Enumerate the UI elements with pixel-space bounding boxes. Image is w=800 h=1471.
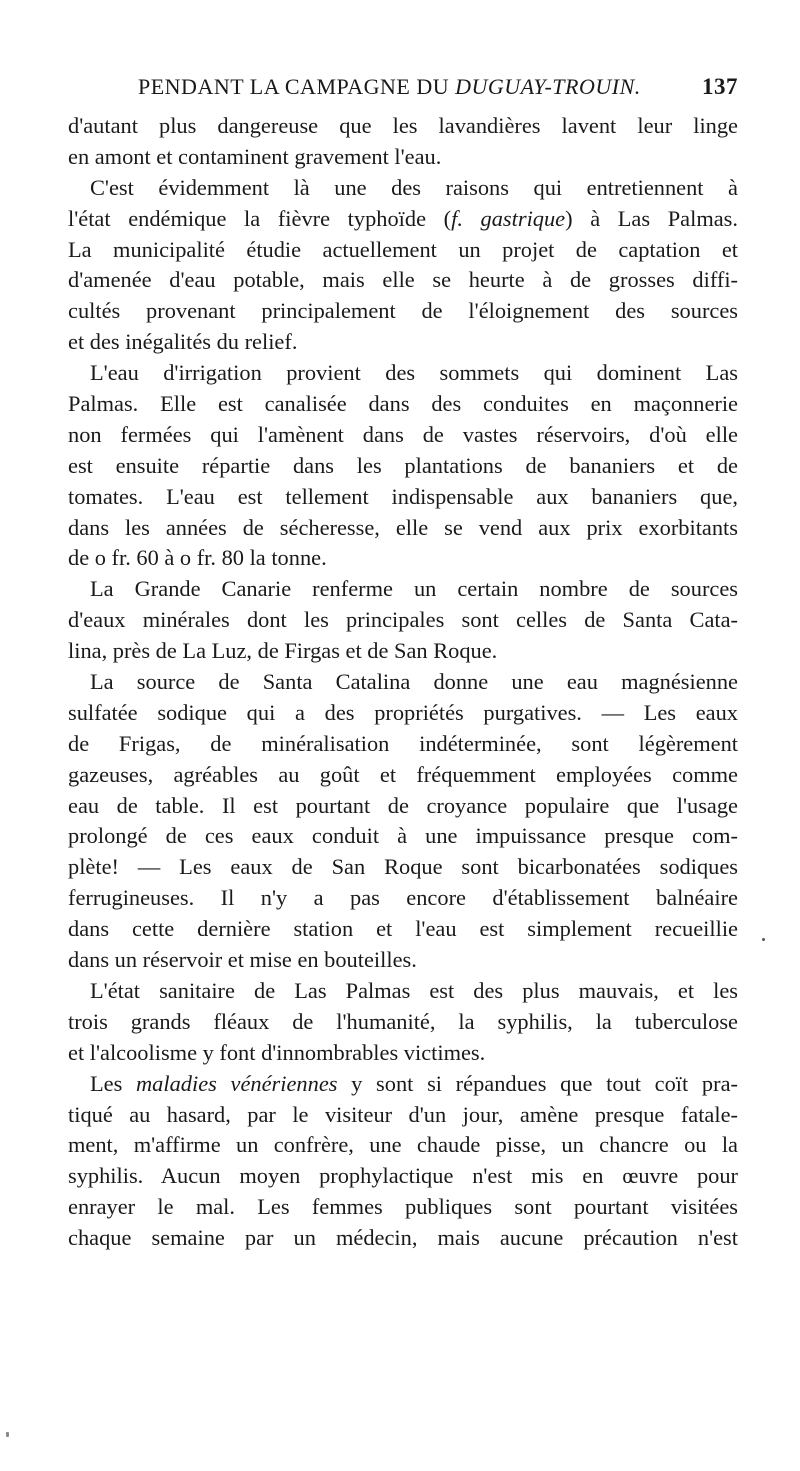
text-line: gazeuses, agréables au goût et fréquemment employées comme (68, 761, 738, 787)
text-line: d'eaux minérales dont les principales sont celles de Santa Cata- (68, 607, 738, 633)
text-line: sulfatée sodique qui a des propriétés purgatives. — Les eaux (68, 699, 738, 725)
running-title (138, 74, 641, 100)
text-line: cultés provenant principalement de l'éloignement des sources (68, 298, 738, 324)
text-line: dans les années de sécheresse, elle se vend aux prix exorbitants (68, 514, 738, 540)
running-title-ship-name: DUGUAY-TROUIN. (455, 74, 641, 99)
text-line: tiqué au hasard, par le visiteur d'un jour, amène presque fatale- (68, 1101, 738, 1127)
text-line: syphilis. Aucun moyen prophylactique n'est mis en œuvre pour (68, 1163, 738, 1189)
text-line: L'eau d'irrigation provient des sommets qui dominent Las (90, 360, 738, 386)
text-line: d'autant plus dangereuse que les lavandières lavent leur linge (68, 113, 738, 138)
italic-phrase: f. gastrique (451, 205, 566, 231)
text-line: prolongé de ces eaux conduit à une impuissance presque com- (68, 823, 738, 849)
text-line: et des inégalités du relief. (68, 329, 298, 355)
text-line: enrayer le mal. Les femmes publiques sont pourtant visitées (68, 1194, 738, 1220)
text-line: La source de Santa Catalina donne une eau magnésienne (90, 669, 738, 695)
text-line: plète! — Les eaux de San Roque sont bicarbonatées sodiques (68, 854, 738, 880)
text-line: tomates. L'eau est tellement indispensable aux bananiers que, (68, 483, 738, 509)
text-line: La municipalité étudie actuellement un projet de captation et (68, 236, 738, 262)
body-text (68, 111, 738, 1254)
text-line: l'état endémique la fièvre typhoïde (f. gastrique) à Las Palmas. (68, 205, 738, 231)
text-line: ferrugineuses. Il n'y a pas encore d'établissement balnéaire (68, 885, 738, 911)
running-title-text: PENDANT LA CAMPAGNE DU (138, 74, 456, 99)
text-line: Palmas. Elle est canalisée dans des conduites en maçonnerie (68, 391, 738, 417)
text-line: ment, m'affirme un confrère, une chaude pisse, un chancre ou la (68, 1132, 738, 1158)
text-line: de o fr. 60 à o fr. 80 la tonne. (68, 545, 327, 571)
italic-phrase: maladies vénériennes (136, 1070, 338, 1096)
text-line: C'est évidemment là une des raisons qui entretiennent à (90, 174, 738, 200)
text-line: en amont et contaminent gravement l'eau. (68, 143, 442, 169)
text-line: eau de table. Il est pourtant de croyance populaire que l'usage (68, 792, 738, 818)
scan-speck (6, 1432, 9, 1437)
text-line: La Grande Canarie renferme un certain nombre de sources (90, 576, 738, 602)
text-line: d'amenée d'eau potable, mais elle se heurte à de grosses diffi- (68, 267, 738, 293)
text-line: lina, près de La Luz, de Firgas et de San Roque. (68, 638, 498, 664)
running-header (68, 74, 738, 104)
text-line: dans cette dernière station et l'eau est simplement recueillie (68, 916, 738, 942)
text-line: est ensuite répartie dans les plantations de bananiers et de (68, 452, 738, 478)
text-line: L'état sanitaire de Las Palmas est des plus mauvais, et les (90, 977, 738, 1003)
text-line: non fermées qui l'amènent dans de vastes réservoirs, d'où elle (68, 421, 738, 447)
page-number: 137 (702, 74, 738, 99)
text-line: chaque semaine par un médecin, mais aucune précaution n'est (68, 1225, 738, 1251)
text-line: et l'alcoolisme y font d'innombrables victimes. (68, 1039, 486, 1065)
text-line: dans un réservoir et mise en bouteilles. (68, 947, 417, 973)
text-line: trois grands fléaux de l'humanité, la syphilis, la tuberculose (68, 1008, 738, 1034)
text-line: de Frigas, de minéralisation indéterminée, sont légèrement (68, 730, 738, 756)
text-line: Les maladies vénériennes y sont si répandues que tout coït pra- (90, 1070, 738, 1096)
scan-dot (762, 938, 765, 941)
